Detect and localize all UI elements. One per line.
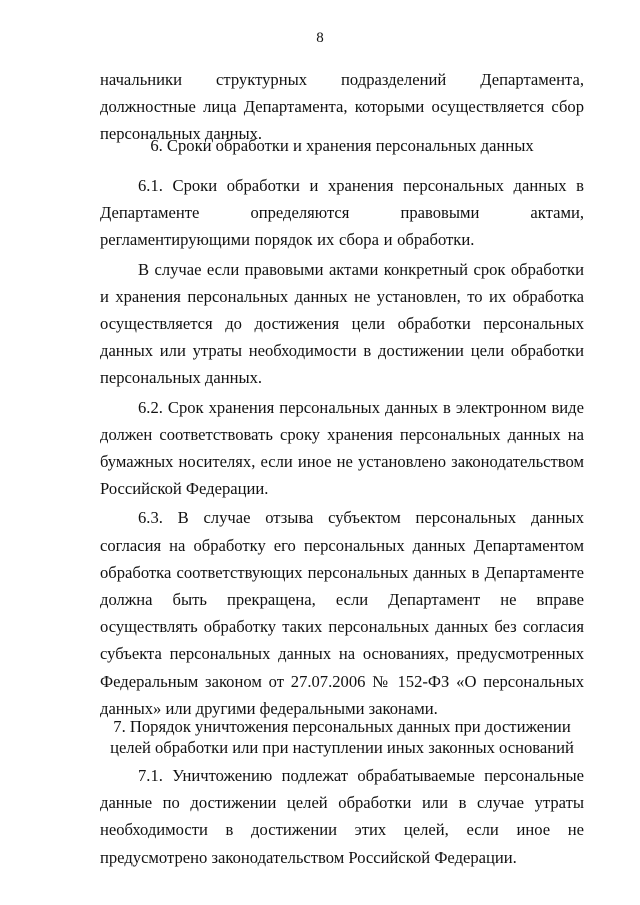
section-7-body <box>100 762 584 871</box>
section-7-title-line2: целей обработки или при наступлении иных законных оснований <box>110 738 574 757</box>
section-7-heading <box>100 716 584 758</box>
paragraph-6-2: 6.2. Срок хранения персональных данных в электронном виде должен соответствовать сроку хранения персональных данных на бумажных носителях, если иное не установлено законодательством Российской Федерации. <box>100 397 584 499</box>
paragraph-6-1: 6.1. Сроки обработки и хранения персональных данных в Департаменте определяются правовыми актами, регламентирующими порядок их сбора и обработки. <box>100 176 584 250</box>
section-6-heading <box>100 135 584 156</box>
page-number: 8 <box>316 30 324 46</box>
paragraph-6-1-cont: В случае если правовыми актами конкретный срок обработки и хранения персональных данных не установлен, то их обработка осуществляется до достижения цели обработки персональных данных или утраты необходимости в достижении цели обработки персональных данных. <box>100 259 584 388</box>
paragraph-7-1: 7.1. Уничтожению подлежат обрабатываемые персональные данные по достижении целей обработки или в случае утраты необходимости в достижении этих целей, если иное не предусмотрено законодательством Российской Федерации. <box>100 766 584 867</box>
section-6-body <box>100 172 584 722</box>
intro-text: начальники структурных подразделений Департамента, должностные лица Департамента, которыми осуществляется сбор персональных данных. <box>100 70 584 144</box>
section-7-title-line1: 7. Порядок уничтожения персональных данных при достижении <box>113 717 571 736</box>
paragraph-6-3: 6.3. В случае отзыва субъектом персональных данных согласия на обработку его персональных данных Департаментом обработка соответствующих персональных данных в Департаменте должна быть прекращена, если Департамент не вправе осуществлять обработку таких персональных данных без согласия субъекта персональных данных на основаниях, предусмотренных Федеральным законом от 27.07.2006 № 152-ФЗ «О персональных данных» или другими федеральными законами. <box>100 508 584 718</box>
section-6-title: 6. Сроки обработки и хранения персональных данных <box>150 136 534 155</box>
